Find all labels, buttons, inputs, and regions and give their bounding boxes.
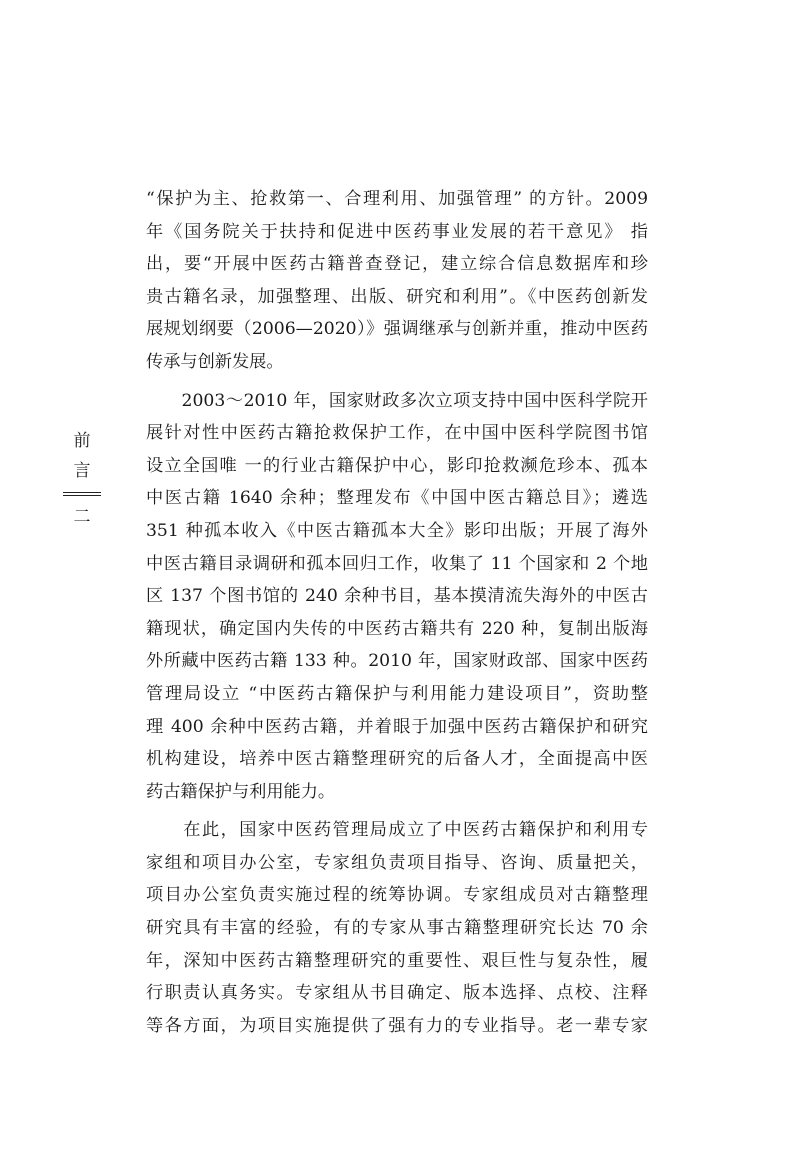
section-title-char-2: 言: [73, 461, 91, 481]
text-line: 管理局设立 “中医药古籍保护与利用能力建设项目”，资助整: [146, 683, 648, 704]
text-line: 等各方面，为项目实施提供了强有力的专业指导。老一辈专家: [146, 1015, 648, 1036]
text-line: 传承与创新发展。: [146, 351, 284, 372]
text-line: 理 400 余种中医药古籍，并着眼于加强中医药古籍保护和研究: [146, 716, 648, 737]
text-line: 中医古籍目录调研和孤本回归工作，收集了 11 个国家和 2 个地: [146, 553, 648, 574]
section-marker: [62, 426, 102, 532]
text-line: 项目办公室负责实施过程的统筹协调。专家组成员对古籍整理: [146, 885, 648, 906]
section-title-char-1: 前: [73, 431, 91, 451]
section-divider: [63, 492, 101, 496]
text-line: 年《国务院关于扶持和促进中医药事业发展的若干意见》 指: [146, 221, 648, 242]
text-line: 年，深知中医药古籍整理研究的重要性、艰巨性与复杂性，履: [146, 950, 648, 971]
text-line: 籍现状，确定国内失传的中医药古籍共有 220 种，复制出版海: [146, 618, 648, 639]
text-line: 贵古籍名录，加强整理、出版、研究和利用”。《中医药创新发: [146, 286, 648, 307]
text-line: 家组和项目办公室，专家组负责项目指导、咨询、质量把关，: [146, 852, 648, 873]
text-line: “保护为主、抢救第一、合理利用、加强管理” 的方针。2009: [146, 189, 648, 209]
page-number: 二: [73, 507, 91, 527]
text-line: 展针对性中医药古籍抢救保护工作，在中国中医科学院图书馆: [146, 423, 648, 444]
text-line: 药古籍保护与利用能力。: [146, 781, 336, 802]
text-line: 研究具有丰富的经验，有的专家从事古籍整理研究长达 70 余: [146, 918, 648, 939]
text-line: 351 种孤本收入《中医古籍孤本大全》影印出版；开展了海外: [146, 520, 648, 541]
body-text: [146, 183, 648, 1042]
text-line: 外所藏中医药古籍 133 种。2010 年，国家财政部、国家中医药: [146, 651, 648, 672]
text-line: 2003～2010 年，国家财政多次立项支持中国中医科学院开: [146, 390, 648, 411]
text-line: 在此，国家中医药管理局成立了中医药古籍保护和利用专: [146, 820, 648, 841]
text-line: 区 137 个图书馆的 240 余种书目，基本摸清流失海外的中医古: [146, 586, 648, 607]
paragraph: [146, 183, 648, 379]
text-line: 出，要“开展中医药古籍普查登记，建立综合信息数据库和珍: [146, 254, 648, 275]
text-line: 展规划纲要（2006—2020）》强调继承与创新并重，推动中医药: [146, 319, 648, 340]
paragraph: [146, 385, 648, 809]
text-line: 中医古籍 1640 余种；整理发布《中国中医古籍总目》；遴选: [146, 488, 648, 509]
text-line: 行职责认真务实。专家组从书目确定、版本选择、点校、注释: [146, 983, 648, 1004]
text-line: 机构建设，培养中医古籍整理研究的后备人才，全面提高中医: [146, 749, 648, 770]
paragraph: [146, 814, 648, 1042]
text-line: 设立全国唯 一的行业古籍保护中心，影印抢救濒危珍本、孤本: [146, 455, 648, 476]
